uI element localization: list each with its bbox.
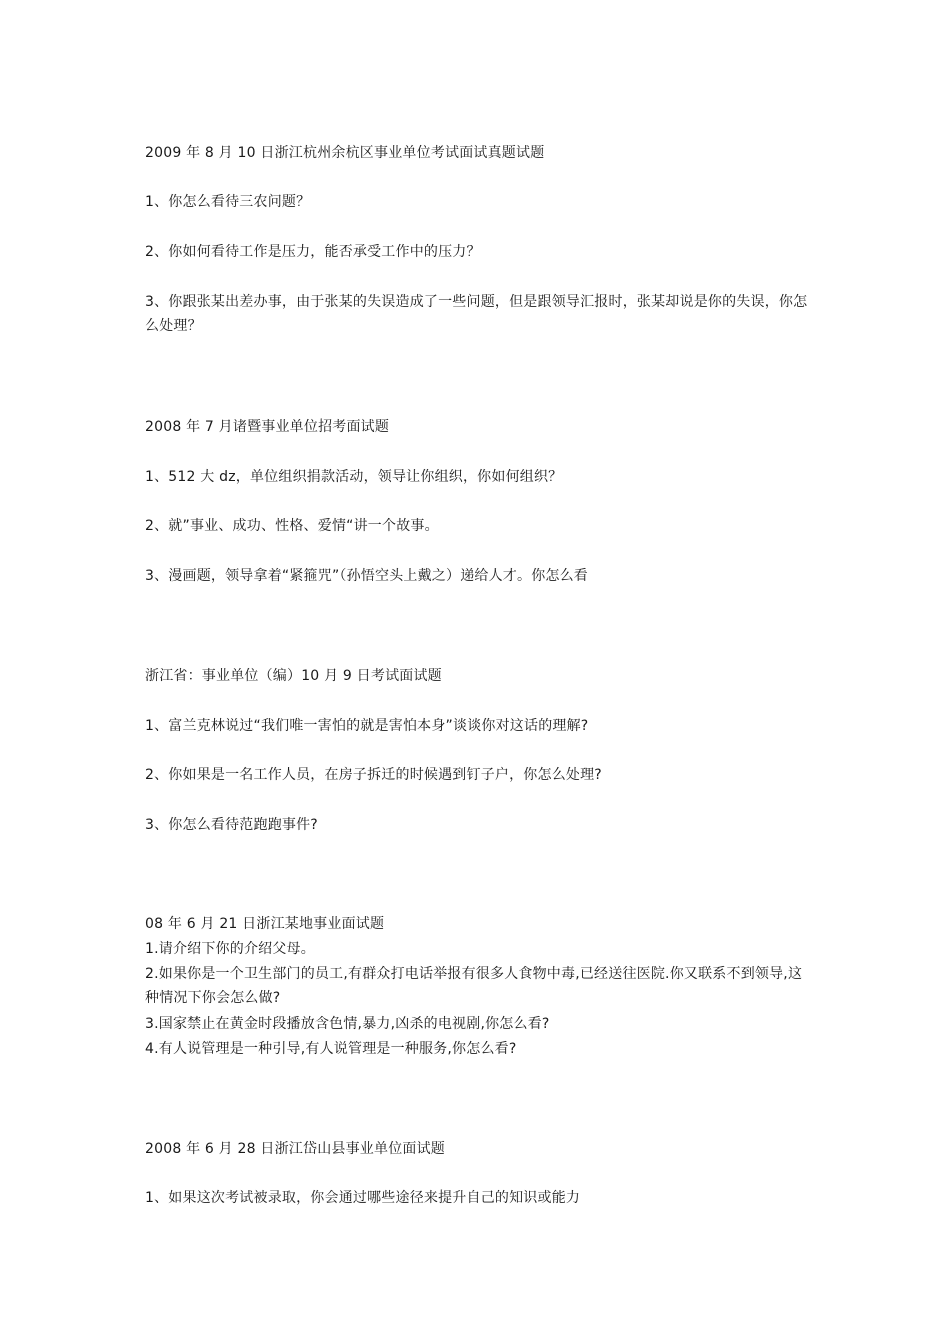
section-title: 2008 年 6 月 28 日浙江岱山县事业单位面试题: [145, 1141, 446, 1157]
question-item: 2、就”事业、成功、性格、爱情“讲一个故事。: [145, 518, 439, 534]
question-item: 3、你怎么看待范跑跑事件?: [145, 817, 318, 833]
question-item: 1.请介绍下你的介绍父母。: [145, 941, 315, 957]
question-item: 3、漫画题，领导拿着“紧箍咒”（孙悟空头上戴之）递给人才。你怎么看: [145, 568, 589, 584]
section-title: 08 年 6 月 21 日浙江某地事业面试题: [145, 916, 385, 932]
section-title: 2009 年 8 月 10 日浙江杭州余杭区事业单位考试面试真题试题: [145, 145, 545, 161]
question-item: 1、如果这次考试被录取，你会通过哪些途径来提升自己的知识或能力: [145, 1190, 581, 1206]
question-item: 2、你如何看待工作是压力，能否承受工作中的压力？: [145, 244, 481, 260]
question-item: 1、512 大 dz，单位组织捐款活动，领导让你组织，你如何组织？: [145, 469, 563, 485]
question-item: 4.有人说管理是一种引导,有人说管理是一种服务,你怎么看?: [145, 1041, 517, 1057]
question-item: 2.如果你是一个卫生部门的员工,有群众打电话举报有很多人食物中毒,已经送往医院.你又联系不到领导,这种情况下你会怎么做?: [145, 966, 803, 1006]
question-item: 3、你跟张某出差办事，由于张某的失误造成了一些问题，但是跟领导汇报时，张某却说是你的失误，你怎么处理？: [145, 294, 808, 334]
section-title: 浙江省：事业单位（编）10 月 9 日考试面试题: [145, 668, 442, 684]
question-item: 1、你怎么看待三农问题？: [145, 194, 311, 210]
section-title: 2008 年 7 月诸暨事业单位招考面试题: [145, 419, 390, 435]
question-item: 1、富兰克林说过“我们唯一害怕的就是害怕本身”谈谈你对这话的理解?: [145, 718, 589, 734]
question-item: 3.国家禁止在黄金时段播放含色情,暴力,凶杀的电视剧,你怎么看?: [145, 1016, 550, 1032]
question-item: 2、你如果是一名工作人员，在房子拆迁的时候遇到钉子户，你怎么处理?: [145, 767, 602, 783]
